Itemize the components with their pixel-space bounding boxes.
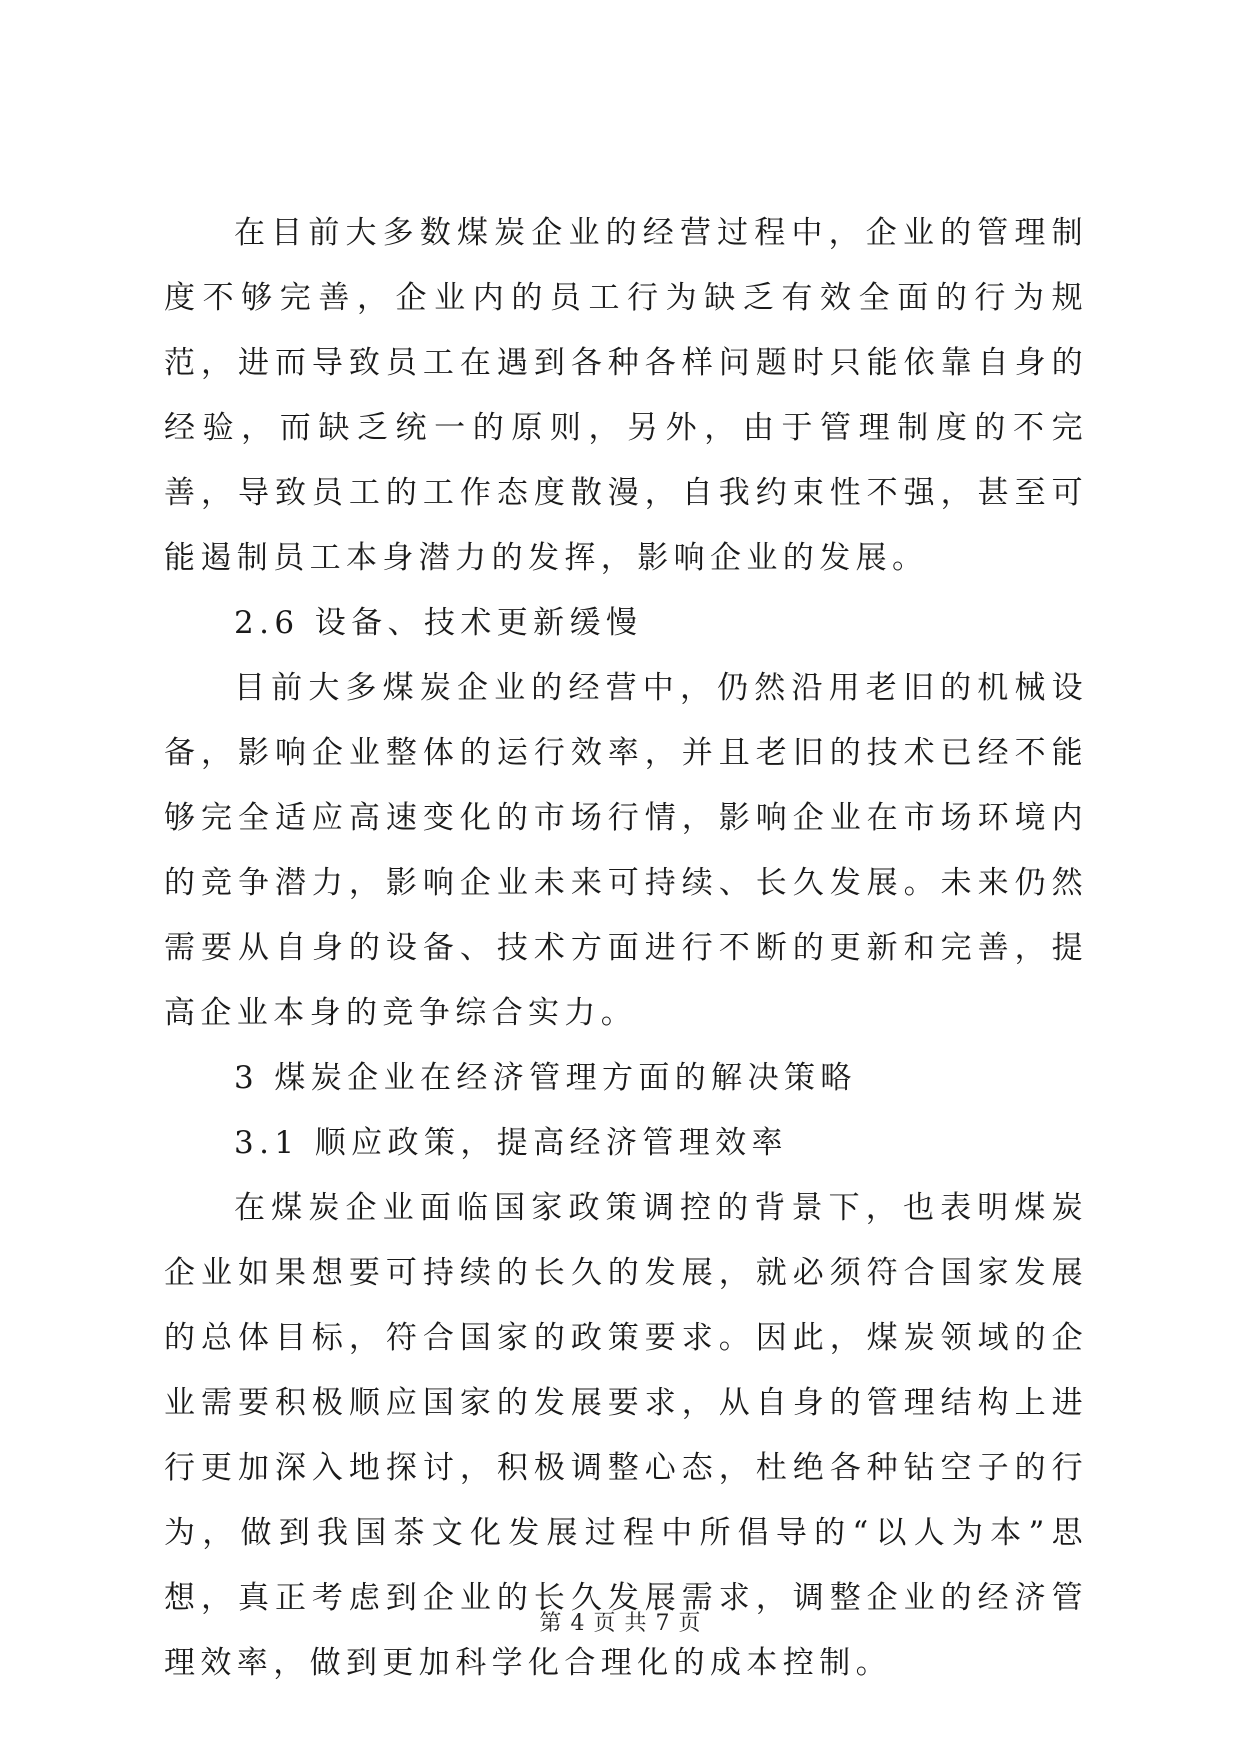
page-number-footer: 第 4 页 共 7 页 [539, 1611, 702, 1636]
paragraph-policy-compliance: 在煤炭企业面临国家政策调控的背景下，也表明煤炭企业如果想要可持续的长久的发展，就必须符合国家发展的总体目标，符合国家的政策要求。因此，煤炭领域的企业需要积极顺应国家的发展要求，从自身的管理结构上进行更加深入地探讨，积极调整心态，杜绝各种钻空子的行为，做到我国茶文化发展过程中所倡导的“以人为本”思想，真正考虑到企业的长久发展需求，调整企业的经济管理效率，做到更加科学化合理化的成本控制。 [164, 1190, 1088, 1681]
section-heading-2-6: 2.6 设备、技术更新缓慢 [234, 605, 643, 641]
paragraph-management-system: 在目前大多数煤炭企业的经营过程中，企业的管理制度不够完善，企业内的员工行为缺乏有效全面的行为规范，进而导致员工在遇到各种各样问题时只能依靠自身的经验，而缺乏统一的原则，另外，由于管理制度的不完善，导致员工的工作态度散漫，自我约束性不强，甚至可能遏制员工本身潜力的发挥，影响企业的发展。 [164, 215, 1088, 576]
document-body [164, 201, 1088, 1696]
paragraph-equipment-update: 目前大多煤炭企业的经营中，仍然沿用老旧的机械设备，影响企业整体的运行效率，并且老旧的技术已经不能够完全适应高速变化的市场行情，影响企业在市场环境内的竞争潜力，影响企业未来可持续、长久发展。未来仍然需要从自身的设备、技术方面进行不断的更新和完善，提高企业本身的竞争综合实力。 [164, 670, 1088, 1031]
section-heading-3: 3 煤炭企业在经济管理方面的解决策略 [234, 1060, 857, 1096]
section-heading-3-1: 3.1 顺应政策，提高经济管理效率 [234, 1125, 788, 1161]
